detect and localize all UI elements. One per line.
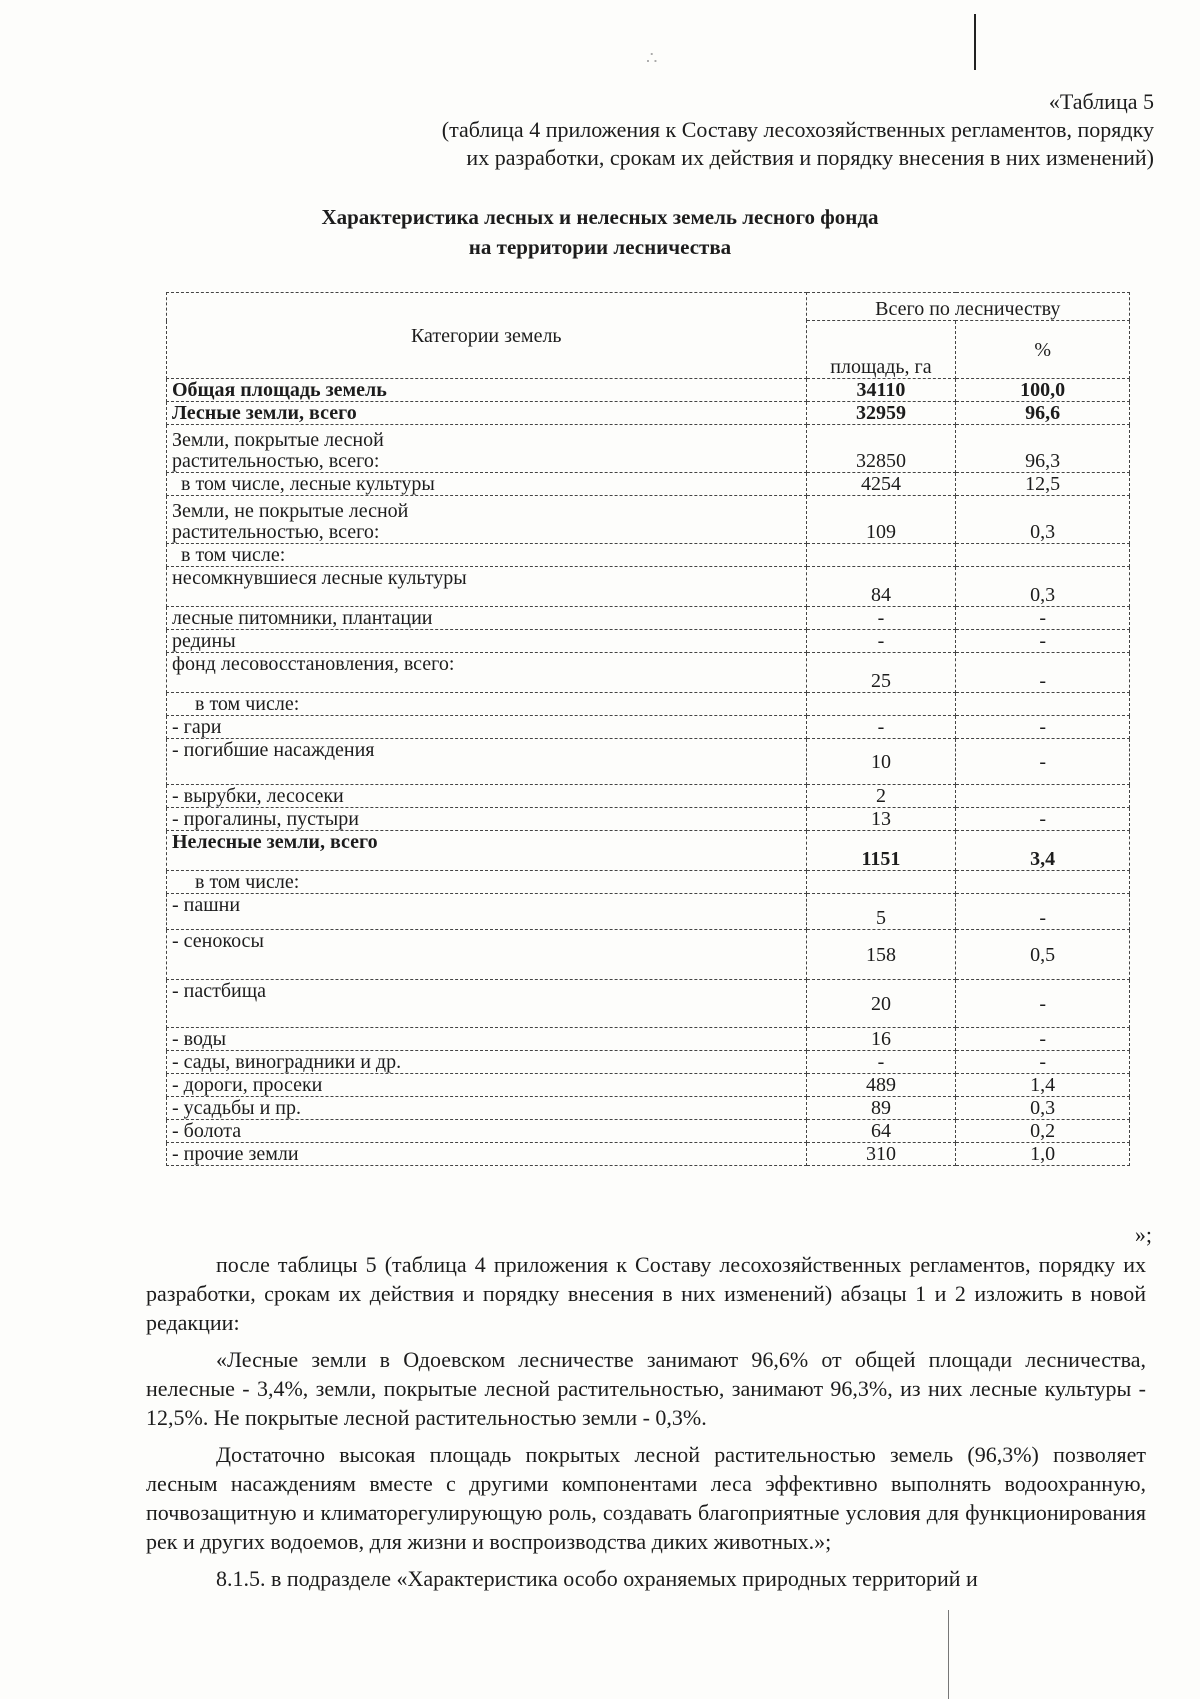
row-percent: 96,6	[956, 402, 1130, 425]
closing-quote: »;	[1134, 1222, 1152, 1247]
row-label: редины	[167, 630, 807, 653]
table-row	[167, 402, 1130, 425]
row-label: - усадьбы и пр.	[167, 1097, 807, 1120]
row-area: 32850	[806, 425, 956, 473]
row-label: Земли, покрытые лесной растительностью, всего:	[167, 425, 807, 473]
row-label: лесные питомники, плантации	[167, 607, 807, 630]
table-row	[167, 567, 1130, 607]
row-percent: 100,0	[956, 379, 1130, 402]
row-area: 20	[806, 980, 956, 1028]
row-percent: -	[956, 894, 1130, 930]
row-area	[806, 544, 956, 567]
row-label: - вырубки, лесосеки	[167, 785, 807, 808]
table-reference-line: (таблица 4 приложения к Составу лесохозяйственных регламентов, порядку	[441, 117, 1154, 142]
row-label: несомкнувшиеся лесные культуры	[167, 567, 807, 607]
row-percent: -	[956, 808, 1130, 831]
scan-smudge: ∴	[646, 48, 658, 68]
row-area: -	[806, 607, 956, 630]
row-percent: 1,0	[956, 1143, 1130, 1166]
row-area: 158	[806, 930, 956, 980]
table-row	[167, 1028, 1130, 1051]
row-percent: 96,3	[956, 425, 1130, 473]
table-row	[167, 1097, 1130, 1120]
row-label: в том числе:	[167, 693, 807, 716]
table-row	[167, 1120, 1130, 1143]
table-row	[167, 1051, 1130, 1074]
column-header-percent: %	[956, 321, 1130, 379]
row-label: - болота	[167, 1120, 807, 1143]
row-percent	[956, 693, 1130, 716]
row-area: -	[806, 1051, 956, 1074]
table-row	[167, 894, 1130, 930]
row-percent: -	[956, 716, 1130, 739]
row-label: - пастбища	[167, 980, 807, 1028]
row-area: 64	[806, 1120, 956, 1143]
row-label: в том числе, лесные культуры	[167, 473, 807, 496]
row-label: в том числе:	[167, 871, 807, 894]
table-number: «Таблица 5	[1048, 89, 1154, 114]
row-area: 16	[806, 1028, 956, 1051]
table-row	[167, 808, 1130, 831]
row-area	[806, 871, 956, 894]
row-percent: -	[956, 1028, 1130, 1051]
row-area: 489	[806, 1074, 956, 1097]
title-line: на территории лесничества	[468, 235, 732, 259]
row-area: 34110	[806, 379, 956, 402]
row-label: Земли, не покрытые лесной растительностью, всего:	[167, 496, 807, 544]
table-row	[167, 693, 1130, 716]
table-row	[167, 1143, 1130, 1166]
row-percent: 0,3	[956, 567, 1130, 607]
row-percent: -	[956, 739, 1130, 785]
row-label: - пашни	[167, 894, 807, 930]
row-label: Общая площадь земель	[167, 379, 807, 402]
paragraph: «Лесные земли в Одоевском лесничестве занимают 96,6% от общей площади лесничества, нелесные - 3,4%, земли, покрытые лесной растительностью, занимают 96,3%, из них лесные культуры - 12,5%. Не покрытые лесной растительностью земли - 0,3%.	[146, 1347, 1146, 1430]
row-area: 10	[806, 739, 956, 785]
row-percent: 3,4	[956, 831, 1130, 871]
table-row	[167, 379, 1130, 402]
table-row	[167, 630, 1130, 653]
row-percent	[956, 785, 1130, 808]
table-row	[167, 496, 1130, 544]
row-label: - дороги, просеки	[167, 1074, 807, 1097]
row-percent: -	[956, 653, 1130, 693]
row-label: Лесные земли, всего	[167, 402, 807, 425]
table-row	[167, 653, 1130, 693]
row-area: 89	[806, 1097, 956, 1120]
column-header-category: Категории земель	[167, 293, 807, 379]
page-title	[0, 202, 1200, 262]
row-area: 310	[806, 1143, 956, 1166]
row-area: -	[806, 716, 956, 739]
row-area: 84	[806, 567, 956, 607]
paragraph: 8.1.5. в подразделе «Характеристика особо охраняемых природных территорий и	[216, 1566, 978, 1591]
table-row	[167, 980, 1130, 1028]
table-reference-line: их разработки, срокам их действия и порядку внесения в них изменений)	[466, 145, 1154, 170]
row-percent: -	[956, 630, 1130, 653]
table-row	[167, 871, 1130, 894]
row-area: 13	[806, 808, 956, 831]
row-area: 109	[806, 496, 956, 544]
table-row	[167, 425, 1130, 473]
row-label: Нелесные земли, всего	[167, 831, 807, 871]
row-percent: -	[956, 1051, 1130, 1074]
row-area	[806, 693, 956, 716]
table-row	[167, 831, 1130, 871]
scan-mark-top	[974, 14, 976, 70]
row-percent	[956, 871, 1130, 894]
row-percent: 12,5	[956, 473, 1130, 496]
row-label: - сады, виноградники и др.	[167, 1051, 807, 1074]
row-area: 5	[806, 894, 956, 930]
row-percent: 0,2	[956, 1120, 1130, 1143]
table-row	[167, 1074, 1130, 1097]
row-label: - гари	[167, 716, 807, 739]
body-text	[146, 1250, 1146, 1601]
table-row	[167, 930, 1130, 980]
column-header-group: Всего по лесничеству	[806, 293, 1129, 321]
title-line: Характеристика лесных и нелесных земель лесного фонда	[321, 205, 879, 229]
row-label: - прогалины, пустыри	[167, 808, 807, 831]
table-row	[167, 473, 1130, 496]
column-header-area: площадь, га	[806, 321, 956, 379]
row-area: 2	[806, 785, 956, 808]
row-percent: -	[956, 607, 1130, 630]
row-area: 25	[806, 653, 956, 693]
paragraph: Достаточно высокая площадь покрытых лесной растительностью земель (96,3%) позволяет лесным насаждениям вместе с другими компонентами леса эффективно выполнять водоохранную, почвозащитную и климаторегулирующую роль, создавать благоприятные условия для функционирования рек и других водоемов, для жизни и воспроизводства диких животных.»;	[146, 1442, 1146, 1554]
row-label: - воды	[167, 1028, 807, 1051]
scan-mark-bottom	[948, 1610, 949, 1699]
row-percent: 0,3	[956, 496, 1130, 544]
row-percent	[956, 544, 1130, 567]
land-categories-table	[166, 292, 1130, 1166]
row-area: 1151	[806, 831, 956, 871]
table-row	[167, 544, 1130, 567]
row-label: - погибшие насаждения	[167, 739, 807, 785]
table-row	[167, 607, 1130, 630]
row-area: 4254	[806, 473, 956, 496]
table-reference-header	[442, 88, 1154, 172]
table-row	[167, 785, 1130, 808]
row-percent: -	[956, 980, 1130, 1028]
row-label: - сенокосы	[167, 930, 807, 980]
row-percent: 1,4	[956, 1074, 1130, 1097]
row-area: -	[806, 630, 956, 653]
row-percent: 0,5	[956, 930, 1130, 980]
row-area: 32959	[806, 402, 956, 425]
table-row	[167, 716, 1130, 739]
row-percent: 0,3	[956, 1097, 1130, 1120]
row-label: в том числе:	[167, 544, 807, 567]
row-label: фонд лесовосстановления, всего:	[167, 653, 807, 693]
table-row	[167, 739, 1130, 785]
paragraph: после таблицы 5 (таблица 4 приложения к Составу лесохозяйственных регламентов, порядку их разработки, срокам их действия и порядку внесения в них изменений) абзацы 1 и 2 изложить в новой редакции:	[146, 1252, 1146, 1335]
row-label: - прочие земли	[167, 1143, 807, 1166]
